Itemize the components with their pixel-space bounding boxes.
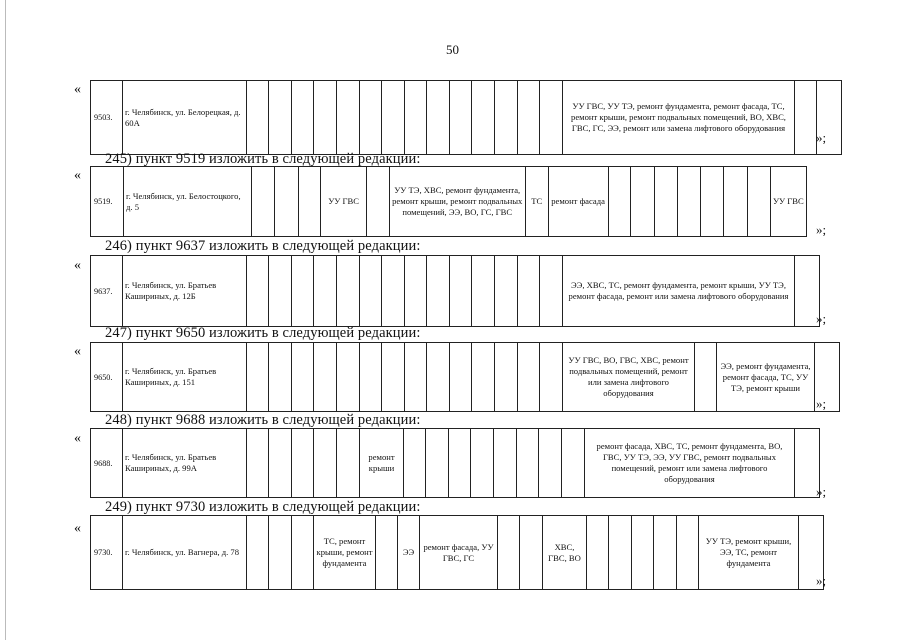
empty-cell xyxy=(609,516,632,590)
empty-cell xyxy=(471,429,494,498)
empty-cell xyxy=(292,256,314,327)
empty-cell xyxy=(247,81,269,155)
row-number-cell: 9650. xyxy=(91,343,123,412)
work-type-cell: ХВС, ГВС, ВО xyxy=(543,516,587,590)
address-cell: г. Челябинск, ул. Братьев Кашириных, д. 99А xyxy=(123,429,247,498)
work-type-cell: ТС, ремонт крыши, ремонт фундамента xyxy=(314,516,376,590)
empty-cell xyxy=(587,516,609,590)
work-type-cell: ЭЭ, ремонт фундамента, ремонт фасада, ТС, УУ ТЭ, ремонт крыши xyxy=(717,343,815,412)
empty-cell xyxy=(405,343,427,412)
empty-cell xyxy=(247,256,269,327)
empty-cell xyxy=(450,81,472,155)
empty-cell xyxy=(274,167,298,237)
empty-cell xyxy=(540,343,563,412)
work-type-cell: УУ ТЭ, ХВС, ремонт фундамента, ремонт крыши, ремонт подвальных помещений, ЭЭ, ВО, ГС, ГВС xyxy=(389,167,525,237)
empty-cell xyxy=(292,81,314,155)
empty-cell xyxy=(518,81,540,155)
empty-cell xyxy=(292,343,314,412)
address-cell: г. Челябинск, ул. Братьев Кашириных, д. 151 xyxy=(123,343,247,412)
empty-cell xyxy=(632,516,654,590)
table-row xyxy=(91,516,824,590)
table-row xyxy=(91,256,820,327)
empty-cell xyxy=(337,429,360,498)
work-type-cell: УУ ГВС, УУ ТЭ, ремонт фундамента, ремонт фасада, ТС, ремонт крыши, ремонт подвальных помещений, ВО, ХВС, ГВС, ГС, ЭЭ, ремонт или замена лифтового оборудования xyxy=(563,81,795,155)
empty-cell xyxy=(677,167,701,237)
empty-cell xyxy=(382,256,405,327)
work-type-cell: УУ ГВС xyxy=(321,167,366,237)
work-type-cell: ТС xyxy=(525,167,548,237)
work-type-cell: УУ ГВС, ВО, ГВС, ХВС, ремонт подвальных помещений, ремонт или замена лифтового оборудования xyxy=(563,343,695,412)
table-row xyxy=(91,343,840,412)
work-type-cell: ЭЭ xyxy=(398,516,420,590)
empty-cell xyxy=(269,516,292,590)
empty-cell xyxy=(337,343,360,412)
work-type-cell: УУ ТЭ, ремонт крыши, ЭЭ, ТС, ремонт фундамента xyxy=(699,516,799,590)
row-number-cell: 9688. xyxy=(91,429,123,498)
empty-cell xyxy=(631,167,655,237)
empty-cell xyxy=(520,516,543,590)
empty-cell xyxy=(724,167,748,237)
close-quote-mark: »; xyxy=(816,311,827,326)
empty-cell xyxy=(654,516,677,590)
empty-cell xyxy=(701,167,724,237)
housing-row-table xyxy=(90,428,820,498)
amendment-heading: 248) пункт 9688 изложить в следующей редакции: xyxy=(105,412,421,428)
empty-cell xyxy=(495,343,518,412)
empty-cell xyxy=(269,429,292,498)
open-quote-mark: « xyxy=(74,82,81,97)
empty-cell xyxy=(495,256,518,327)
empty-cell xyxy=(337,81,360,155)
empty-cell xyxy=(292,429,314,498)
housing-row-table xyxy=(90,515,827,590)
open-quote-mark: « xyxy=(74,168,81,183)
empty-cell xyxy=(518,343,540,412)
empty-cell xyxy=(472,81,495,155)
empty-cell xyxy=(494,429,517,498)
work-type-cell: ЭЭ, ХВС, ТС, ремонт фундамента, ремонт крыши, УУ ТЭ, ремонт фасада, ремонт или замена лифтового оборудования xyxy=(563,256,795,327)
amendment-heading: 245) пункт 9519 изложить в следующей редакции: xyxy=(105,151,421,167)
work-type-cell: ремонт крыши xyxy=(360,429,404,498)
empty-cell xyxy=(608,167,631,237)
empty-cell xyxy=(314,81,337,155)
address-cell: г. Челябинск, ул. Вагнера, д. 78 xyxy=(123,516,247,590)
empty-cell xyxy=(269,81,292,155)
close-quote-mark: »; xyxy=(816,484,827,499)
table-row xyxy=(91,167,807,237)
amendment-heading: 247) пункт 9650 изложить в следующей редакции: xyxy=(105,325,421,341)
empty-cell xyxy=(269,343,292,412)
amendment-heading: 246) пункт 9637 изложить в следующей редакции: xyxy=(105,238,421,254)
row-number-cell: 9730. xyxy=(91,516,123,590)
empty-cell xyxy=(472,256,495,327)
empty-cell xyxy=(292,516,314,590)
empty-cell xyxy=(314,256,337,327)
empty-cell xyxy=(539,429,562,498)
close-quote-mark: »; xyxy=(816,222,827,237)
empty-cell xyxy=(450,343,472,412)
close-quote-mark: »; xyxy=(816,130,827,145)
address-cell: г. Челябинск, ул. Белорецкая, д. 60А xyxy=(123,81,247,155)
empty-cell xyxy=(427,343,450,412)
empty-cell xyxy=(376,516,398,590)
housing-row-table xyxy=(90,166,807,237)
empty-cell xyxy=(450,256,472,327)
empty-cell xyxy=(314,429,337,498)
empty-cell xyxy=(498,516,520,590)
row-number-cell: 9503. xyxy=(91,81,123,155)
work-type-cell: ремонт фасада, ХВС, ТС, ремонт фундамента, ВО, ГВС, УУ ТЭ, ЭЭ, УУ ГВС, ремонт подвальных помещений, ремонт или замена лифтового оборудования xyxy=(585,429,795,498)
close-quote-mark: »; xyxy=(816,573,827,588)
empty-cell xyxy=(298,167,321,237)
empty-cell xyxy=(449,429,471,498)
empty-cell xyxy=(426,429,449,498)
page-number: 50 xyxy=(446,42,459,57)
work-type-cell: ремонт фасада xyxy=(548,167,608,237)
address-cell: г. Челябинск, ул. Братьев Кашириных, д. 12Б xyxy=(123,256,247,327)
empty-cell xyxy=(247,516,269,590)
empty-cell xyxy=(337,256,360,327)
empty-cell xyxy=(427,256,450,327)
empty-cell xyxy=(427,81,450,155)
housing-row-table xyxy=(90,342,840,412)
empty-cell xyxy=(677,516,699,590)
empty-cell xyxy=(404,429,426,498)
open-quote-mark: « xyxy=(74,521,81,536)
open-quote-mark: « xyxy=(74,258,81,273)
empty-cell xyxy=(695,343,717,412)
empty-cell xyxy=(360,81,382,155)
open-quote-mark: « xyxy=(74,344,81,359)
empty-cell xyxy=(366,167,389,237)
work-type-cell: УУ ГВС xyxy=(770,167,806,237)
empty-cell xyxy=(405,256,427,327)
row-number-cell: 9519. xyxy=(91,167,124,237)
housing-row-table xyxy=(90,80,842,155)
empty-cell xyxy=(540,81,563,155)
empty-cell xyxy=(382,343,405,412)
housing-row-table xyxy=(90,255,820,327)
empty-cell xyxy=(655,167,678,237)
empty-cell xyxy=(517,429,539,498)
empty-cell xyxy=(747,167,770,237)
empty-cell xyxy=(518,256,540,327)
address-cell: г. Челябинск, ул. Белостоцкого, д. 5 xyxy=(124,167,252,237)
empty-cell xyxy=(360,343,382,412)
empty-cell xyxy=(405,81,427,155)
open-quote-mark: « xyxy=(74,431,81,446)
table-row xyxy=(91,81,842,155)
empty-cell xyxy=(472,343,495,412)
empty-cell xyxy=(252,167,275,237)
empty-cell xyxy=(247,429,269,498)
empty-cell xyxy=(269,256,292,327)
work-type-cell: ремонт фасада, УУ ГВС, ГС xyxy=(420,516,498,590)
row-number-cell: 9637. xyxy=(91,256,123,327)
empty-cell xyxy=(495,81,518,155)
close-quote-mark: »; xyxy=(816,396,827,411)
table-row xyxy=(91,429,820,498)
empty-cell xyxy=(540,256,563,327)
empty-cell xyxy=(562,429,585,498)
empty-cell xyxy=(795,81,817,155)
empty-cell xyxy=(247,343,269,412)
empty-cell xyxy=(360,256,382,327)
amendment-heading: 249) пункт 9730 изложить в следующей редакции: xyxy=(105,499,421,515)
empty-cell xyxy=(314,343,337,412)
empty-cell xyxy=(382,81,405,155)
page-margin-line xyxy=(5,0,6,640)
